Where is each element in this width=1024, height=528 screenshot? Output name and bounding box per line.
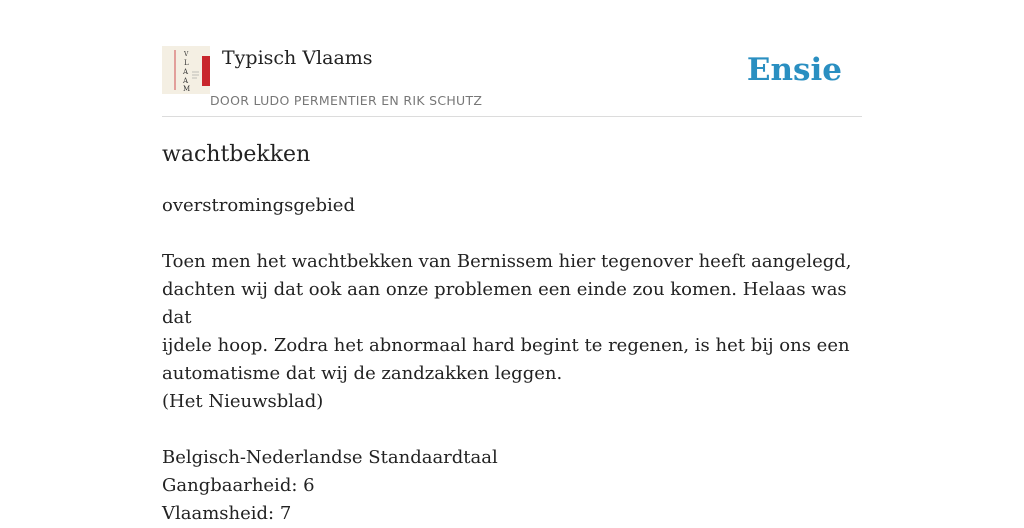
entry-title: wachtbekken [162,142,311,167]
entry-language: Belgisch-Nederlandse Standaardtaal [162,447,498,468]
entry-example [162,248,862,416]
example-line: automatisme dat wij de zandzakken leggen. [162,363,563,384]
ensie-logo-link[interactable]: Ensie [746,52,842,88]
entry-flemishness: Vlaamsheid: 7 [162,503,292,524]
entry-definition: overstromingsgebied [162,195,355,216]
svg-text:M: M [183,85,191,93]
svg-text:A: A [183,77,189,85]
svg-text:A: A [183,68,189,76]
example-line: dachten wij dat ook aan onze problemen een einde zou komen. Helaas was dat [162,279,847,328]
svg-text:L: L [184,59,189,67]
example-line: ijdele hoop. Zodra het abnormaal hard begint te regenen, is het bij ons een [162,335,850,356]
example-line: Toen men het wachtbekken van Bernissem hier tegenover heeft aangelegd, [162,251,852,272]
book-authors: DOOR LUDO PERMENTIER EN RIK SCHUTZ [210,93,483,108]
svg-text:V: V [184,51,189,58]
entry-frequency: Gangbaarheid: 6 [162,475,315,496]
book-title-link[interactable]: Typisch Vlaams [222,47,373,69]
book-cover-icon[interactable] [162,46,210,94]
entry-meta [162,444,862,528]
example-source: (Het Nieuwsblad) [162,391,324,412]
entry-content [162,140,862,528]
book-header [162,46,862,117]
